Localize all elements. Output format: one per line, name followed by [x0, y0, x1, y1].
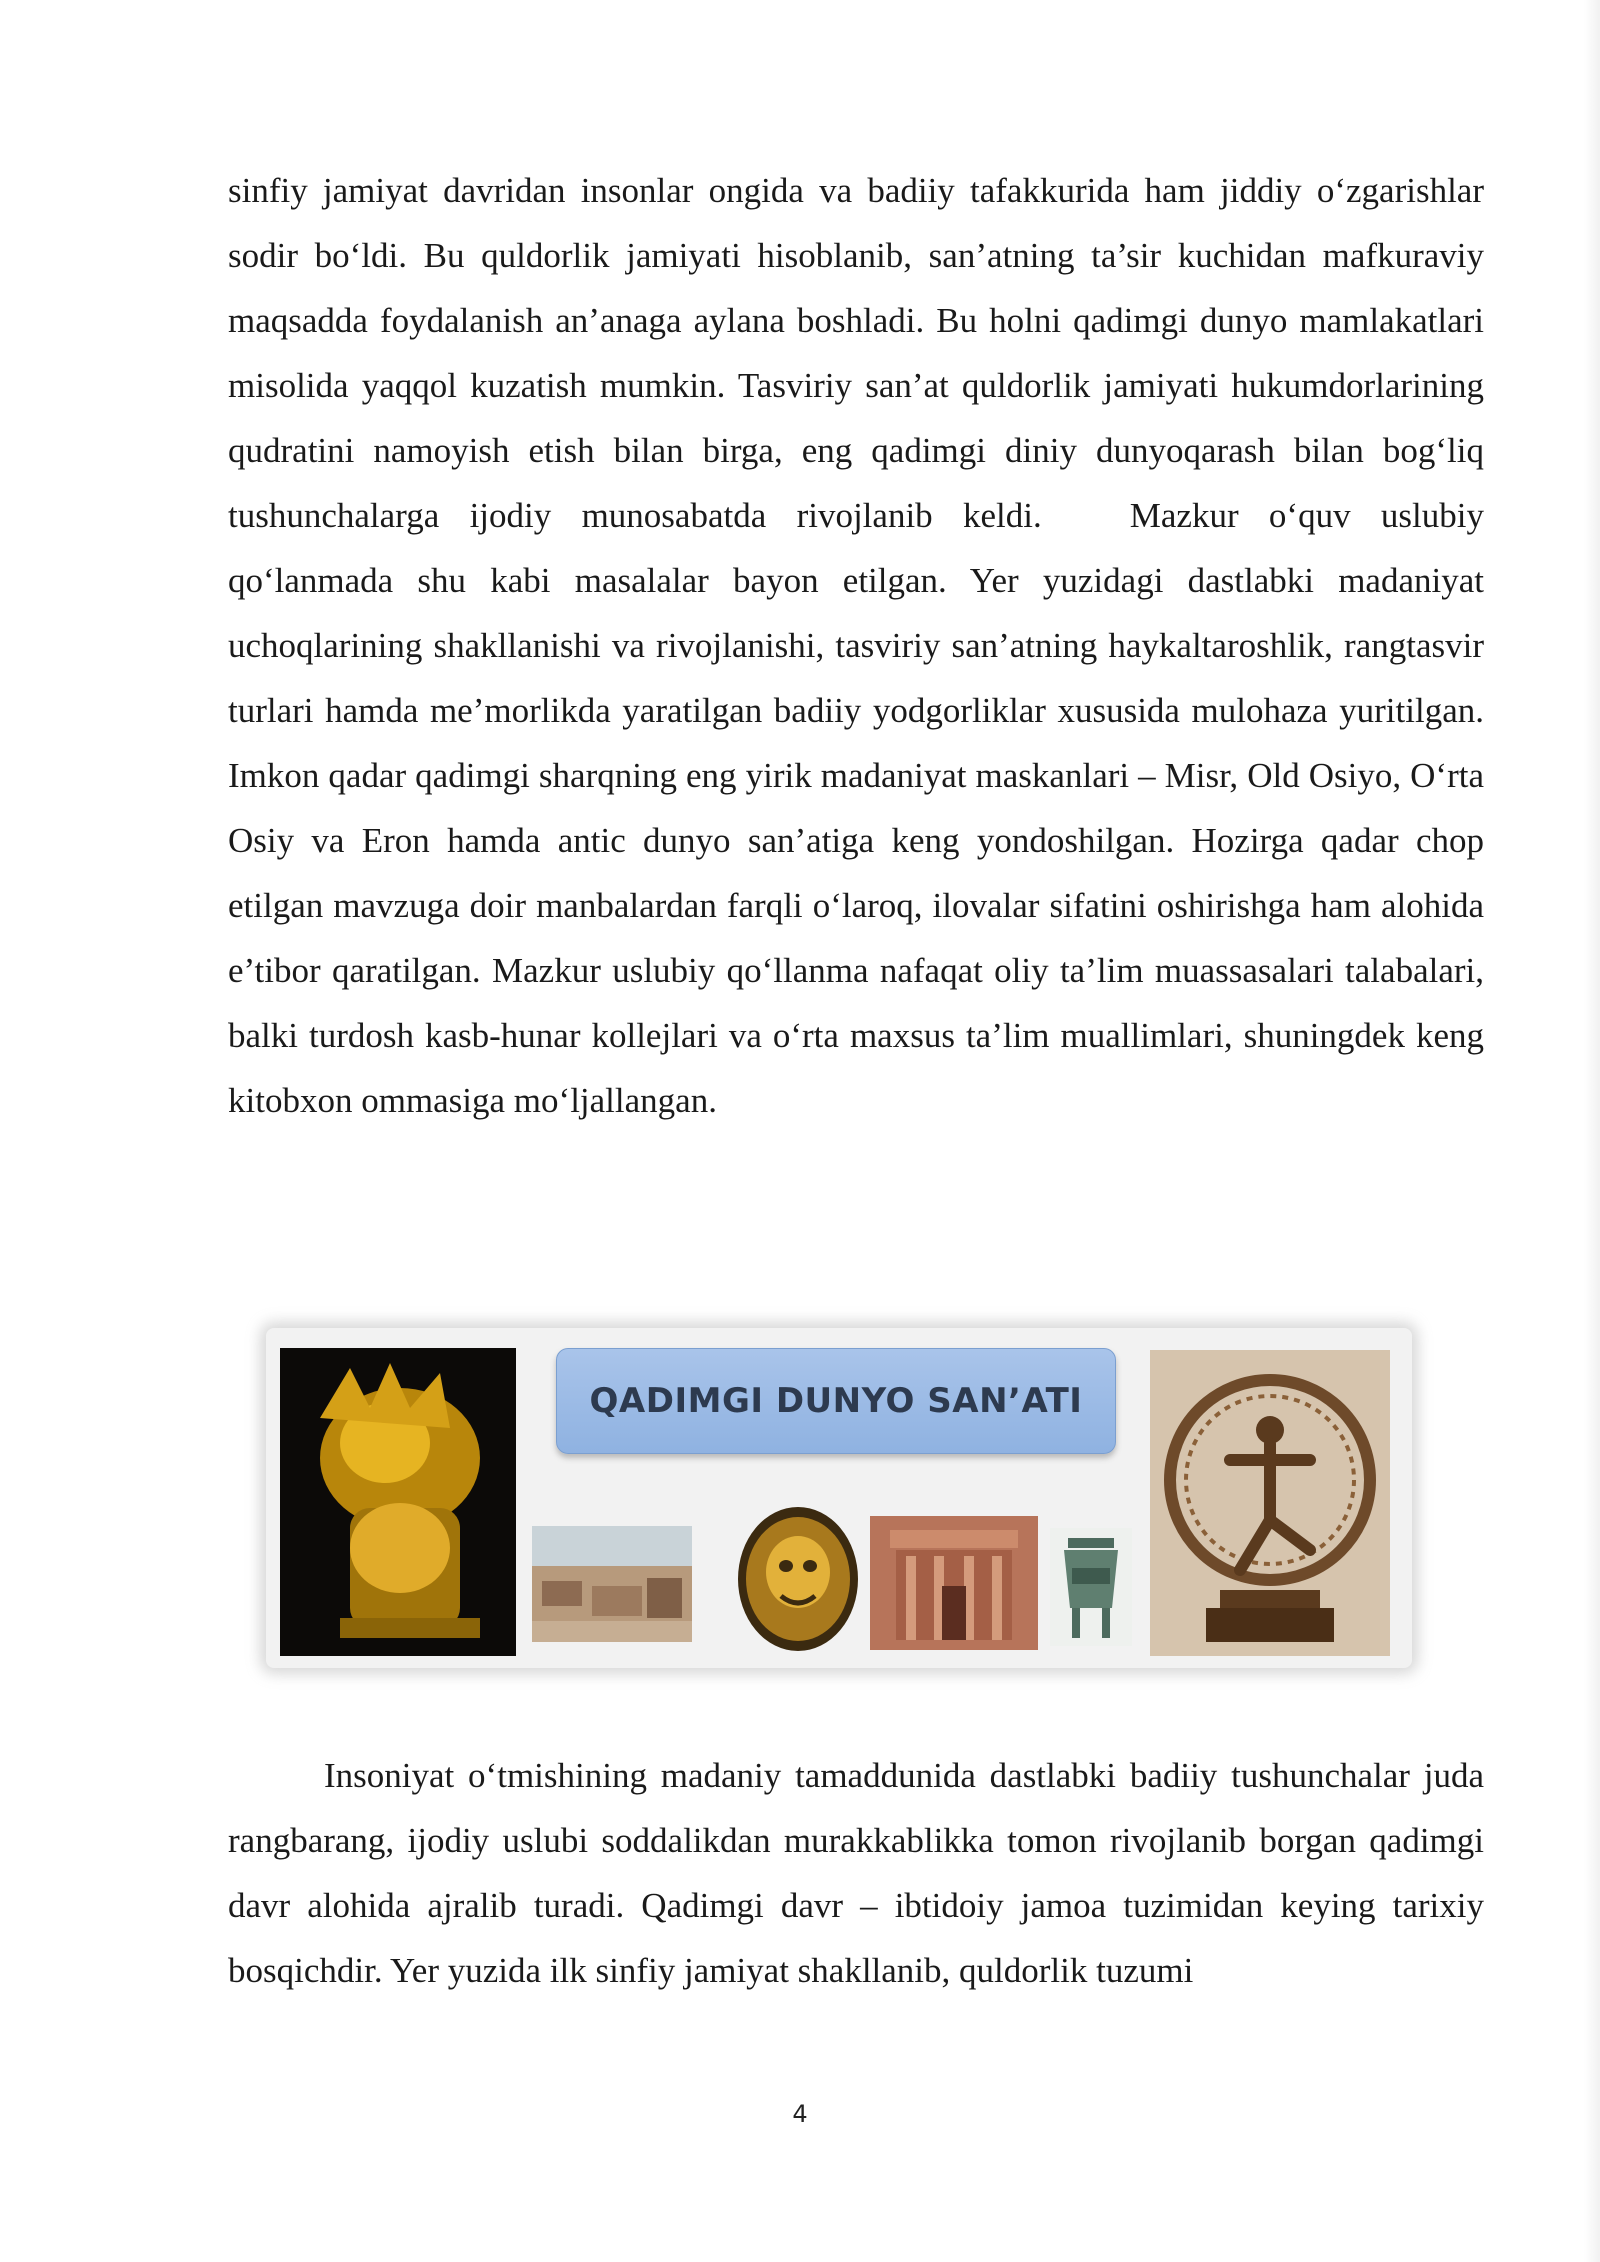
banner-title-box — [556, 1348, 1116, 1454]
bronze-vessel-image — [1050, 1528, 1132, 1646]
golden-winged-lion-image — [280, 1348, 516, 1656]
nataraja-statue-image — [1150, 1350, 1390, 1656]
banner-title: QADIMGI DUNYO SAN’ATI — [589, 1381, 1083, 1421]
golden-medallion-image — [736, 1506, 860, 1652]
paragraph-1-part-1: sinfiy jamiyat davridan insonlar ongida va badiiy tafakkurida ham jiddiy o‘zgarishlar sodir bo‘ldi. Bu quldorlik jamiyati hisoblanib, san’atning ta’sir kuchidan mafkuraviy maqsadda foydalanish an’anaga aylana boshladi. Bu holni qadimgi dunyo mamlakatlari misolida yaqqol kuzatish mumkin. Tasviriy san’at quldorlik jamiyati hukumdorlarining qudratini namoyish etish bilan birga, eng qadimgi diniy dunyoqarash bilan bog‘liq tushunchalarga ijodiy munosabatda rivojlanib keldi. — [228, 171, 1484, 535]
rock-carved-temple-image — [870, 1516, 1038, 1650]
banner-image — [266, 1328, 1412, 1668]
page-edge-shadow — [1584, 0, 1600, 2262]
paragraph-2: Insoniyat o‘tmishining madaniy tamaddunida dastlabki badiiy tushunchalar juda rangbarang, ijodiy uslubi soddalikdan murakkablikka tomon rivojlanib borgan qadimgi davr alohida ajralib turadi. Qadimgi davr – ibtidoiy jamoa tuzimidan keying tarixiy bosqichdir. Yer yuzida ilk sinfiy jamiyat shakllanib, quldorlik tuzumi — [228, 1756, 1484, 1990]
paragraph-1 — [228, 158, 1484, 1133]
ancient-ruins-image — [532, 1526, 692, 1642]
page-number: 4 — [792, 2100, 808, 2128]
body-text-bottom — [228, 1743, 1484, 2003]
body-text-top — [228, 158, 1484, 1133]
paragraph-1-part-2: Mazkur o‘quv uslubiy qo‘lanmada shu kabi masalalar bayon etilgan. Yer yuzidagi dastlabki madaniyat uchoqlarining shakllanishi va rivojlanishi, tasviriy san’atning haykaltaroshlik, rangtasvir turlari hamda me’morlikda yaratilgan badiiy yodgorliklar xususida mulohaza yuritilgan. Imkon qadar qadimgi sharqning eng yirik madaniyat maskanlari – Misr, Old Osiyo, O‘rta Osiy va Eron hamda antic dunyo san’atiga keng yondoshilgan. Hozirga qadar chop etilgan mavzuga doir manbalardan farqli o‘laroq, ilovalar sifatini oshirishga ham alohida e’tibor qaratilgan. Mazkur uslubiy qo‘llanma nafaqat oliy ta’lim muassasalari talabalari, balki turdosh kasb-hunar kollejlari va o‘rta maxsus ta’lim muallimlari, shuningdek keng kitobxon ommasiga mo‘ljallangan. — [228, 496, 1484, 1120]
